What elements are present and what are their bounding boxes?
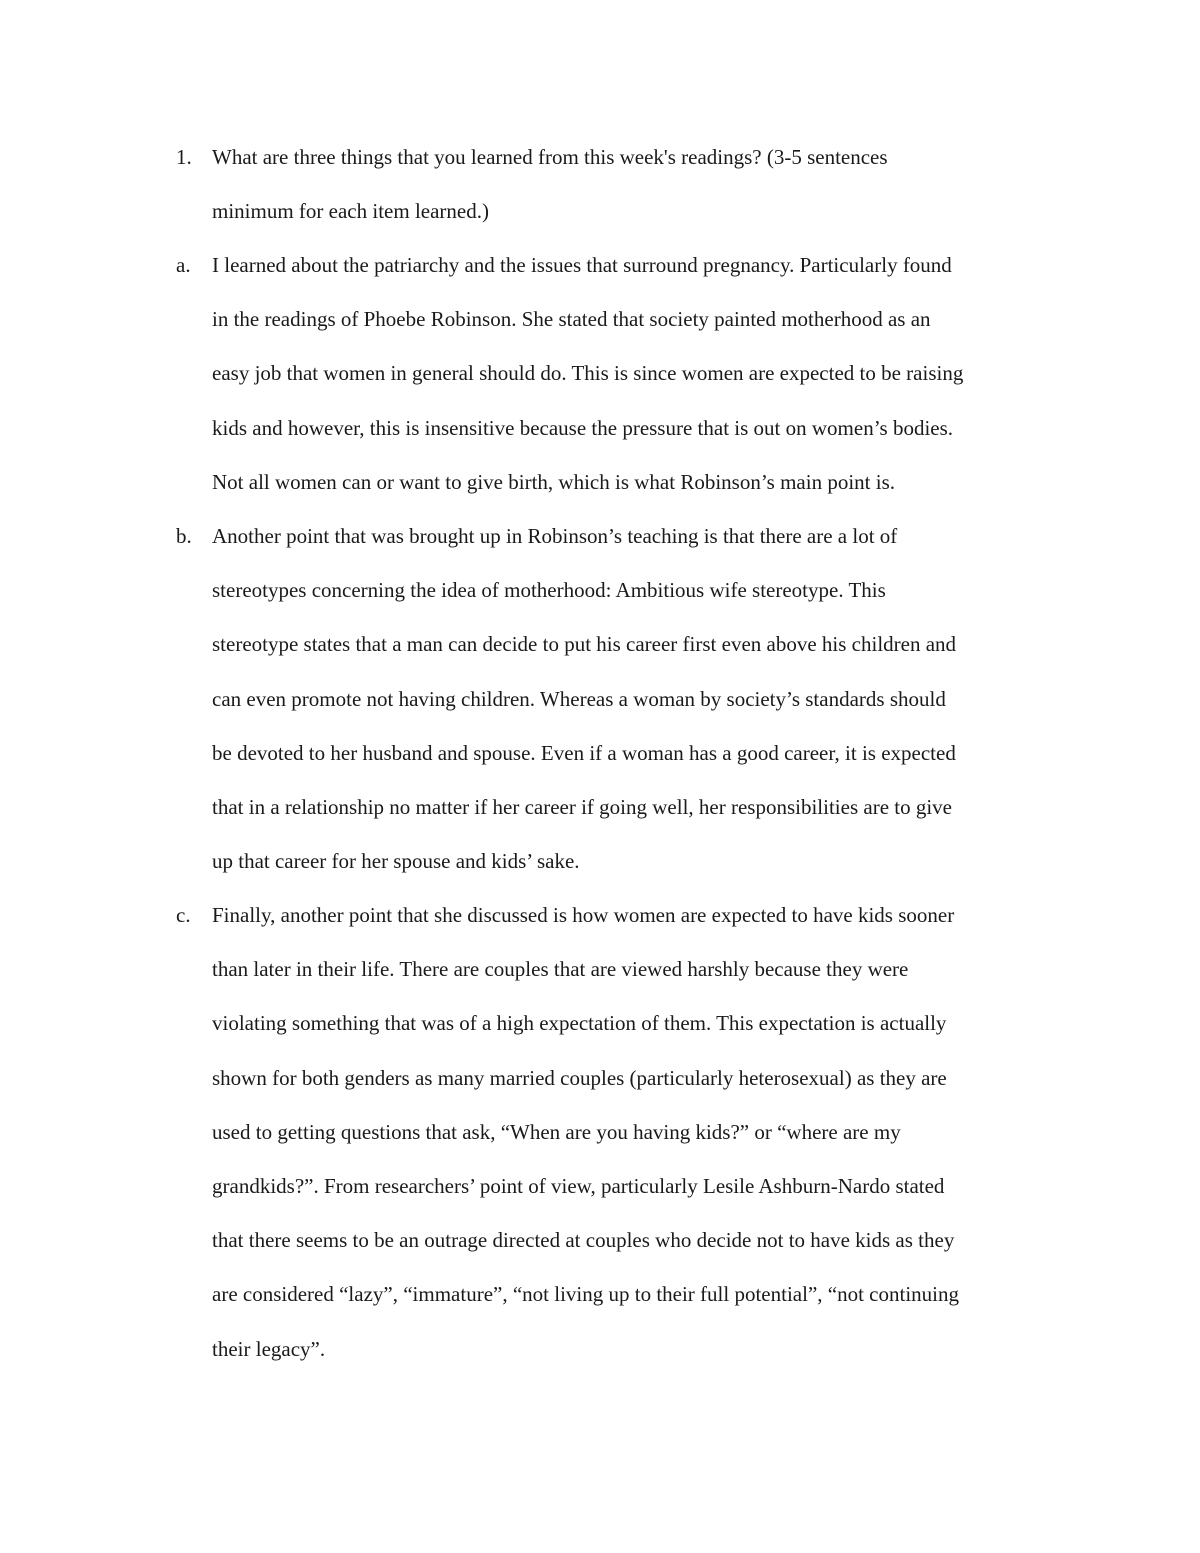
question-number: 1. <box>176 145 192 169</box>
answer-line: Another point that was brought up in Robinson’s teaching is that there are a lot of <box>212 524 898 548</box>
question-line: What are three things that you learned from this week's readings? (3-5 sentences <box>212 145 888 169</box>
answer-line: that in a relationship no matter if her career if going well, her responsibilities are to give <box>212 795 953 820</box>
answer-line: violating something that was of a high expectation of them. This expectation is actually <box>212 1011 947 1036</box>
answer-line: Not all women can or want to give birth, which is what Robinson’s main point is. <box>212 469 896 494</box>
answer-line: in the readings of Phoebe Robinson. She stated that society painted motherhood as an <box>212 307 931 332</box>
question-1 <box>176 130 1076 238</box>
answer-c <box>176 888 1076 1376</box>
answer-line: up that career for her spouse and kids’ sake. <box>212 849 580 874</box>
answer-line: are considered “lazy”, “immature”, “not living up to their full potential”, “not continuing <box>212 1282 959 1307</box>
answer-line: that there seems to be an outrage directed at couples who decide not to have kids as they <box>212 1228 955 1253</box>
answer-letter: a. <box>176 253 191 277</box>
answer-line: kids and however, this is insensitive because the pressure that is out on women’s bodies. <box>212 415 954 440</box>
question-line: minimum for each item learned.) <box>212 199 489 224</box>
answer-line: be devoted to her husband and spouse. Even if a woman has a good career, it is expected <box>212 740 956 765</box>
answer-line: grandkids?”. From researchers’ point of view, particularly Lesile Ashburn-Nardo stated <box>212 1174 945 1199</box>
answer-line: their legacy”. <box>212 1336 326 1361</box>
answer-line: stereotypes concerning the idea of motherhood: Ambitious wife stereotype. This <box>212 578 886 603</box>
answer-line: stereotype states that a man can decide to put his career first even above his children and <box>212 632 957 657</box>
answer-letter: c. <box>176 903 191 927</box>
answer-line: I learned about the patriarchy and the issues that surround pregnancy. Particularly found <box>212 253 952 277</box>
answer-line: can even promote not having children. Whereas a woman by society’s standards should <box>212 686 946 711</box>
answer-a <box>176 238 1076 509</box>
answer-line: Finally, another point that she discussed is how women are expected to have kids sooner <box>212 903 955 927</box>
answer-line: easy job that women in general should do. This is since women are expected to be raising <box>212 361 964 386</box>
answer-line: than later in their life. There are couples that are viewed harshly because they were <box>212 957 909 982</box>
answer-line: used to getting questions that ask, “When are you having kids?” or “where are my <box>212 1119 901 1144</box>
answer-b <box>176 509 1076 888</box>
answer-letter: b. <box>176 524 192 548</box>
answer-line: shown for both genders as many married couples (particularly heterosexual) as they are <box>212 1065 947 1090</box>
